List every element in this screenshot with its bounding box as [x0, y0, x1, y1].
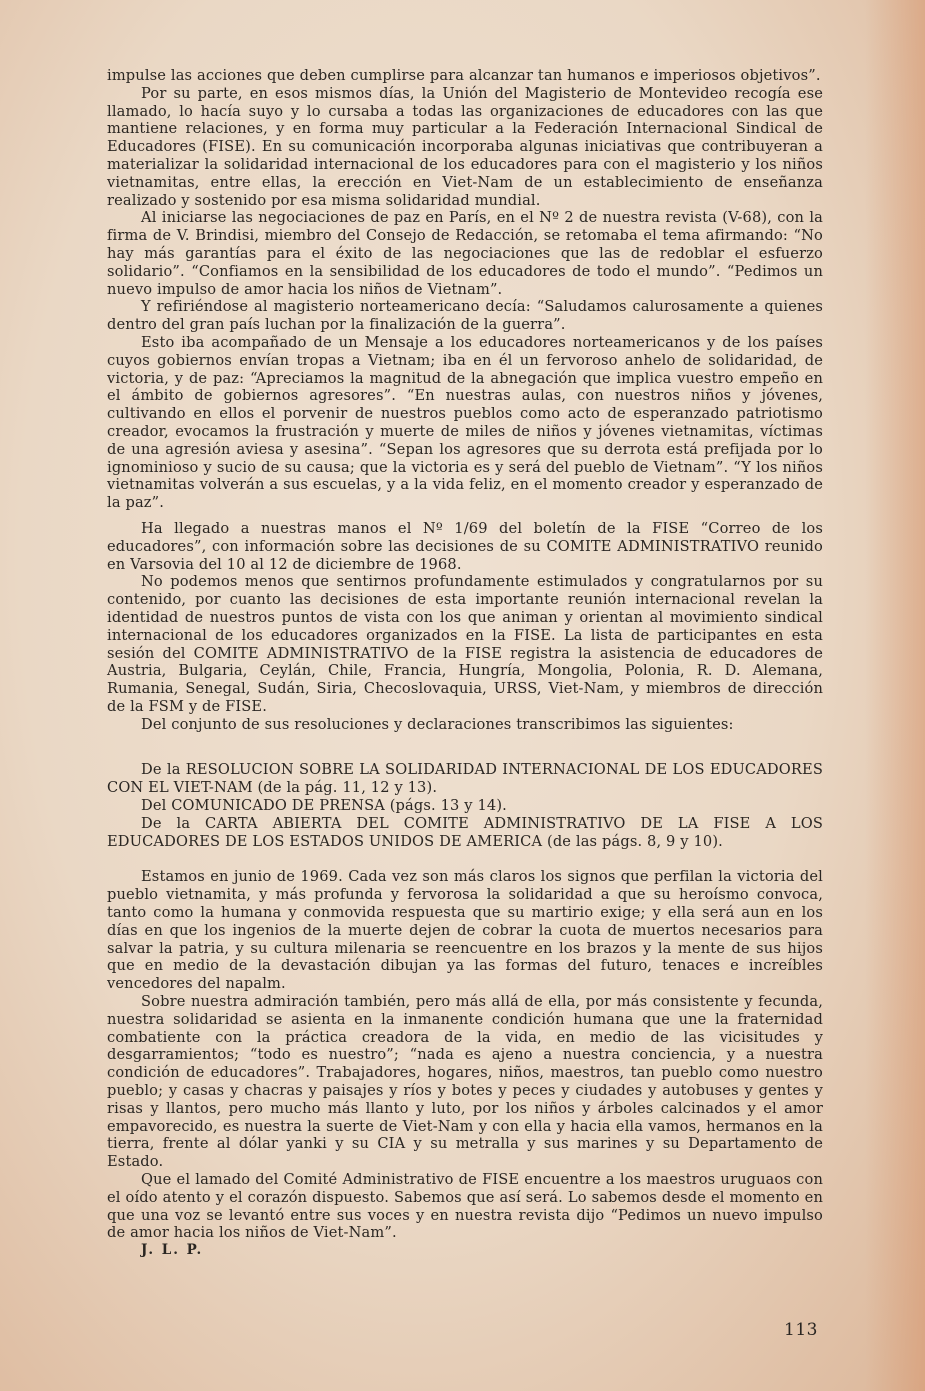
paragraph: Sobre nuestra admiración también, pero más allá de ella, por más consistente y fecunda, nuestra solidaridad se asienta en la inmanente condición humana que une la fraternidad combatiente con la práctica creadora de la vida, en medio de las vicisitudes y desgarramientos; “todo es nuestro”; “nada es ajeno a nuestra conciencia, y a nuestra condición de educadores”. Trabajadores, hogares, niños, maestros, tan pueblo como nuestro pueblo; y casas y chacras y paisajes y ríos y botes y peces y ciudades y autobuses y gentes y risas y llantos, pero mucho más llanto y luto, por los niños y árboles calcinados y el amor empavorecido, es nuestra la suerte de Viet-Nam y con ella y hacia ella vamos, hermanos en la tierra, frente al dólar yanki y su CIA y su metralla y sus marines y su Departamento de Estado. [107, 993, 823, 1171]
page-number: 113 [784, 1320, 818, 1340]
body-text [107, 67, 823, 1260]
spacer [107, 850, 823, 868]
spacer [107, 733, 823, 761]
paragraph: Del conjunto de sus resoluciones y declaraciones transcribimos las siguientes: [141, 715, 734, 733]
paragraph: Que el lamado del Comité Administrativo de FISE encuentre a los maestros uruguaos con el oído atento y el corazón dispuesto. Sabemos que así será. Lo sabemos desde el momento en que una voz se levantó entre sus voces y en nuestra revista dijo “Pedimos un nuevo impulso de amor hacia los niños de Viet-Nam”. [107, 1171, 823, 1242]
paragraph: Y refiriéndose al magisterio norteamericano decía: “Saludamos calurosamente a quienes dentro del gran país luchan por la finalización de la guerra”. [107, 298, 823, 334]
paragraph: Al iniciarse las negociaciones de paz en París, en el Nº 2 de nuestra revista (V-68), con la firma de V. Brindisi, miembro del Consejo de Redacción, se retomaba el tema afirmando: “No hay más garantías para el éxito de las negociaciones que las de redoblar el esfuerzo solidario”. “Confiamos en la sensibilidad de los educadores de todo el mundo”. “Pedimos un nuevo impulso de amor hacia los niños de Vietnam”. [107, 209, 823, 298]
signature: J. L. P. [141, 1242, 204, 1259]
paragraph: Por su parte, en esos mismos días, la Unión del Magisterio de Montevideo recogía ese llamado, lo hacía suyo y lo cursaba a todas las organizaciones de educadores con las que mantiene relaciones, y en forma muy particular a la Federación Internacional Sindical de Educadores (FISE). En su comunicación incorporaba algunas iniciativas que contribuyeran a materializar la solidaridad internacional de los educadores para con el magisterio y los niños vietnamitas, entre ellas, la erección en Viet-Nam de un establecimiento de enseñanza realizado y sostenido por esa misma solidaridad mundial. [107, 84, 823, 209]
paragraph: Estamos en junio de 1969. Cada vez son más claros los signos que perfilan la victoria del pueblo vietnamita, y más profunda y fervorosa la solidaridad a que su heroísmo convoca, tanto como la humana y conmovida respuesta que su martirio exige; y ella será aun en los días en que los ingenios de la muerte dejen de cobrar la cuota de muertos necesarios para salvar la patria, y su cultura milenaria se reencuentre en los brazos y la mente de sus hijos que en medio de la devastación dibujan ya las formas del futuro, tenaces e increíbles vencedores del napalm. [107, 868, 823, 993]
paragraph: De la CARTA ABIERTA DEL COMITE ADMINISTRATIVO DE LA FISE A LOS EDUCADORES DE LOS ESTADOS UNIDOS DE AMERICA (de las págs. 8, 9 y 10). [107, 814, 823, 850]
paragraph: Del COMUNICADO DE PRENSA (págs. 13 y 14). [141, 797, 507, 815]
paragraph: Esto iba acompañado de un Mensaje a los educadores norteamericanos y de los países cuyos gobiernos envían tropas a Vietnam; iba en él un fervoroso anhelo de solidaridad, de victoria, y de paz: “Apreciamos la magnitud de la abnegación que implica vuestro empeño en el ámbito de gobiernos agresores”. “En nuestras aulas, con nuestros niños y jóvenes, cultivando en ellos el porvenir de nuestros pueblos como acto de esperanzado patriotismo creador, evocamos la frustración y muerte de miles de niños y jóvenes vietnamitas, víctimas de una agresión aviesa y asesina”. “Sepan los agresores que su derrota está prefijada por lo ignominioso y sucio de su causa; que la victoria es y será del pueblo de Vietnam”. “Y los niños vietnamitas volverán a sus escuelas, y a la vida feliz, en el momento creador y esperanzado de la paz”. [107, 333, 823, 512]
paragraph: impulse las acciones que deben cumplirse para alcanzar tan humanos e imperiosos objetivos”. [107, 67, 821, 84]
spacer [107, 512, 823, 520]
paragraph: Ha llegado a nuestras manos el Nº 1/69 del boletín de la FISE “Correo de los educadores”, con información sobre las decisiones de su COMITE ADMINISTRATIVO reunido en Varsovia del 10 al 12 de diciembre de 1968. [107, 519, 823, 573]
paragraph: De la RESOLUCION SOBRE LA SOLIDARIDAD INTERNACIONAL DE LOS EDUCADORES CON EL VIET-NAM (de la pág. 11, 12 y 13). [107, 761, 823, 797]
paragraph: No podemos menos que sentirnos profundamente estimulados y congratularnos por su contenido, por cuanto las decisiones de esta importante reunión internacional revelan la identidad de nuestros puntos de vista con los que animan y orientan al movimiento sindical internacional de los educadores organizados en la FISE. La lista de participantes en esta sesión del COMITE ADMINISTRATIVO de la FISE registra la asistencia de educadores de Austria, Bulgaria, Ceylán, Chile, Francia, Hungría, Mongolia, Polonia, R. D. Alemana, Rumania, Senegal, Sudán, Siria, Checoslovaquia, URSS, Viet-Nam, y miembros de dirección de la FSM y de FISE. [107, 573, 823, 715]
